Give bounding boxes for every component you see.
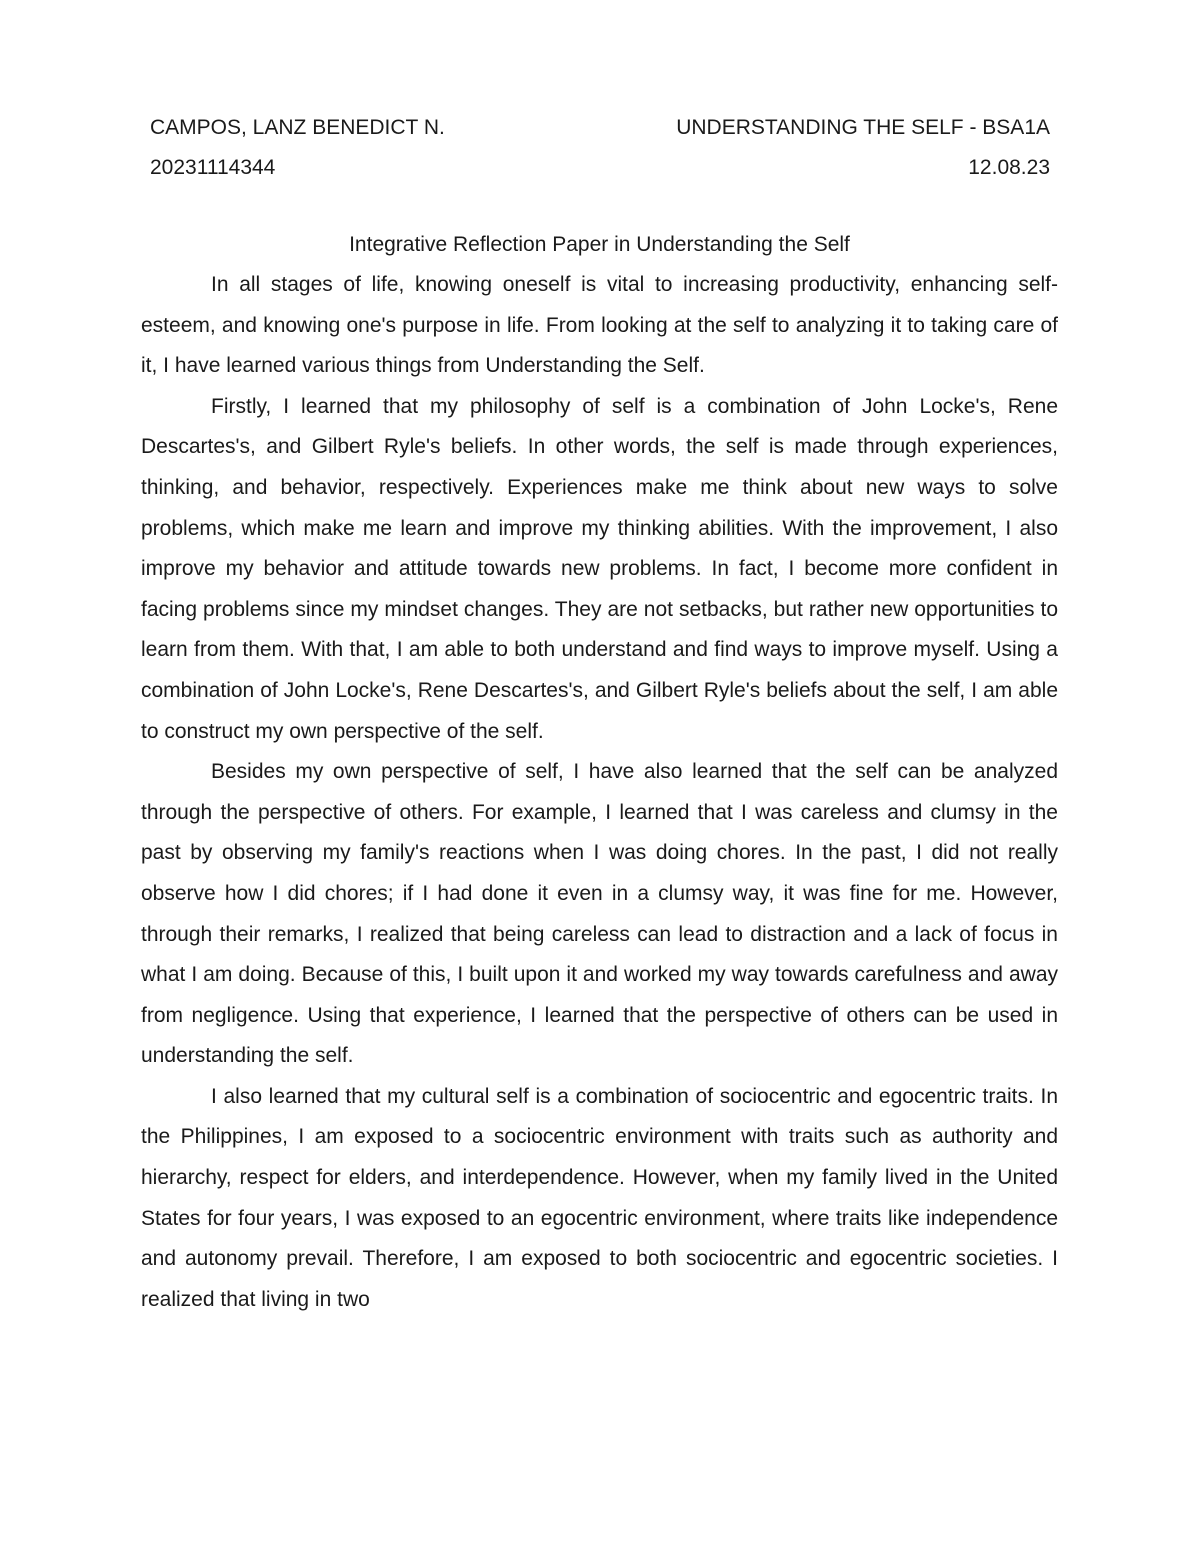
paragraph-perspective-of-others: Besides my own perspective of self, I have also learned that the self can be analyzed through the perspective of others. For example, I learned that I was careless and clumsy in the past by observing my family's reactions when I was doing chores. In the past, I did not really observe how I did chores; if I had done it even in a clumsy way, it was fine for me. However, through their remarks, I realized that being careless can lead to distraction and a lack of focus in what I am doing. Because of this, I built upon it and worked my way towards carefulness and away from negligence. Using that experience, I learned that the perspective of others can be used in understanding the self.	[141, 760, 1058, 1068]
document-header	[150, 108, 1050, 188]
paragraph-cultural-self: I also learned that my cultural self is a combination of sociocentric and egocentric traits. In the Philippines, I am exposed to a sociocentric environment with traits such as authority and hierarchy, respect for elders, and interdependence. However, when my family lived in the United States for four years, I was exposed to an egocentric environment, where traits like independence and autonomy prevail. Therefore, I am exposed to both sociocentric and egocentric societies. I realized that living in two	[141, 1084, 1058, 1311]
document-title: Integrative Reflection Paper in Understanding the Self	[349, 233, 850, 256]
paragraph-introduction: In all stages of life, knowing oneself is vital to increasing productivity, enhancing self-esteem, and knowing one's purpose in life. From looking at the self to analyzing it to taking care of it, I have learned various things from Understanding the Self.	[141, 273, 1058, 378]
student-name: CAMPOS, LANZ BENEDICT N.	[150, 116, 445, 139]
header-row-1	[150, 108, 1050, 148]
student-number: 20231114344	[150, 156, 276, 179]
course-title: UNDERSTANDING THE SELF - BSA1A	[676, 116, 1050, 139]
document-body	[141, 225, 1058, 1320]
header-row-2	[150, 148, 1050, 188]
document-date: 12.08.23	[968, 156, 1050, 179]
paragraph-philosophy-of-self: Firstly, I learned that my philosophy of self is a combination of John Locke's, Rene Descartes's, and Gilbert Ryle's beliefs. In other words, the self is made through experiences, thinking, and behavior, respectively. Experiences make me think about new ways to solve problems, which make me learn and improve my thinking abilities. With the improvement, I also improve my behavior and attitude towards new problems. In fact, I become more confident in facing problems since my mindset changes. They are not setbacks, but rather new opportunities to learn from them. With that, I am able to both understand and find ways to improve myself. Using a combination of John Locke's, Rene Descartes's, and Gilbert Ryle's beliefs about the self, I am able to construct my own perspective of the self.	[141, 394, 1058, 743]
